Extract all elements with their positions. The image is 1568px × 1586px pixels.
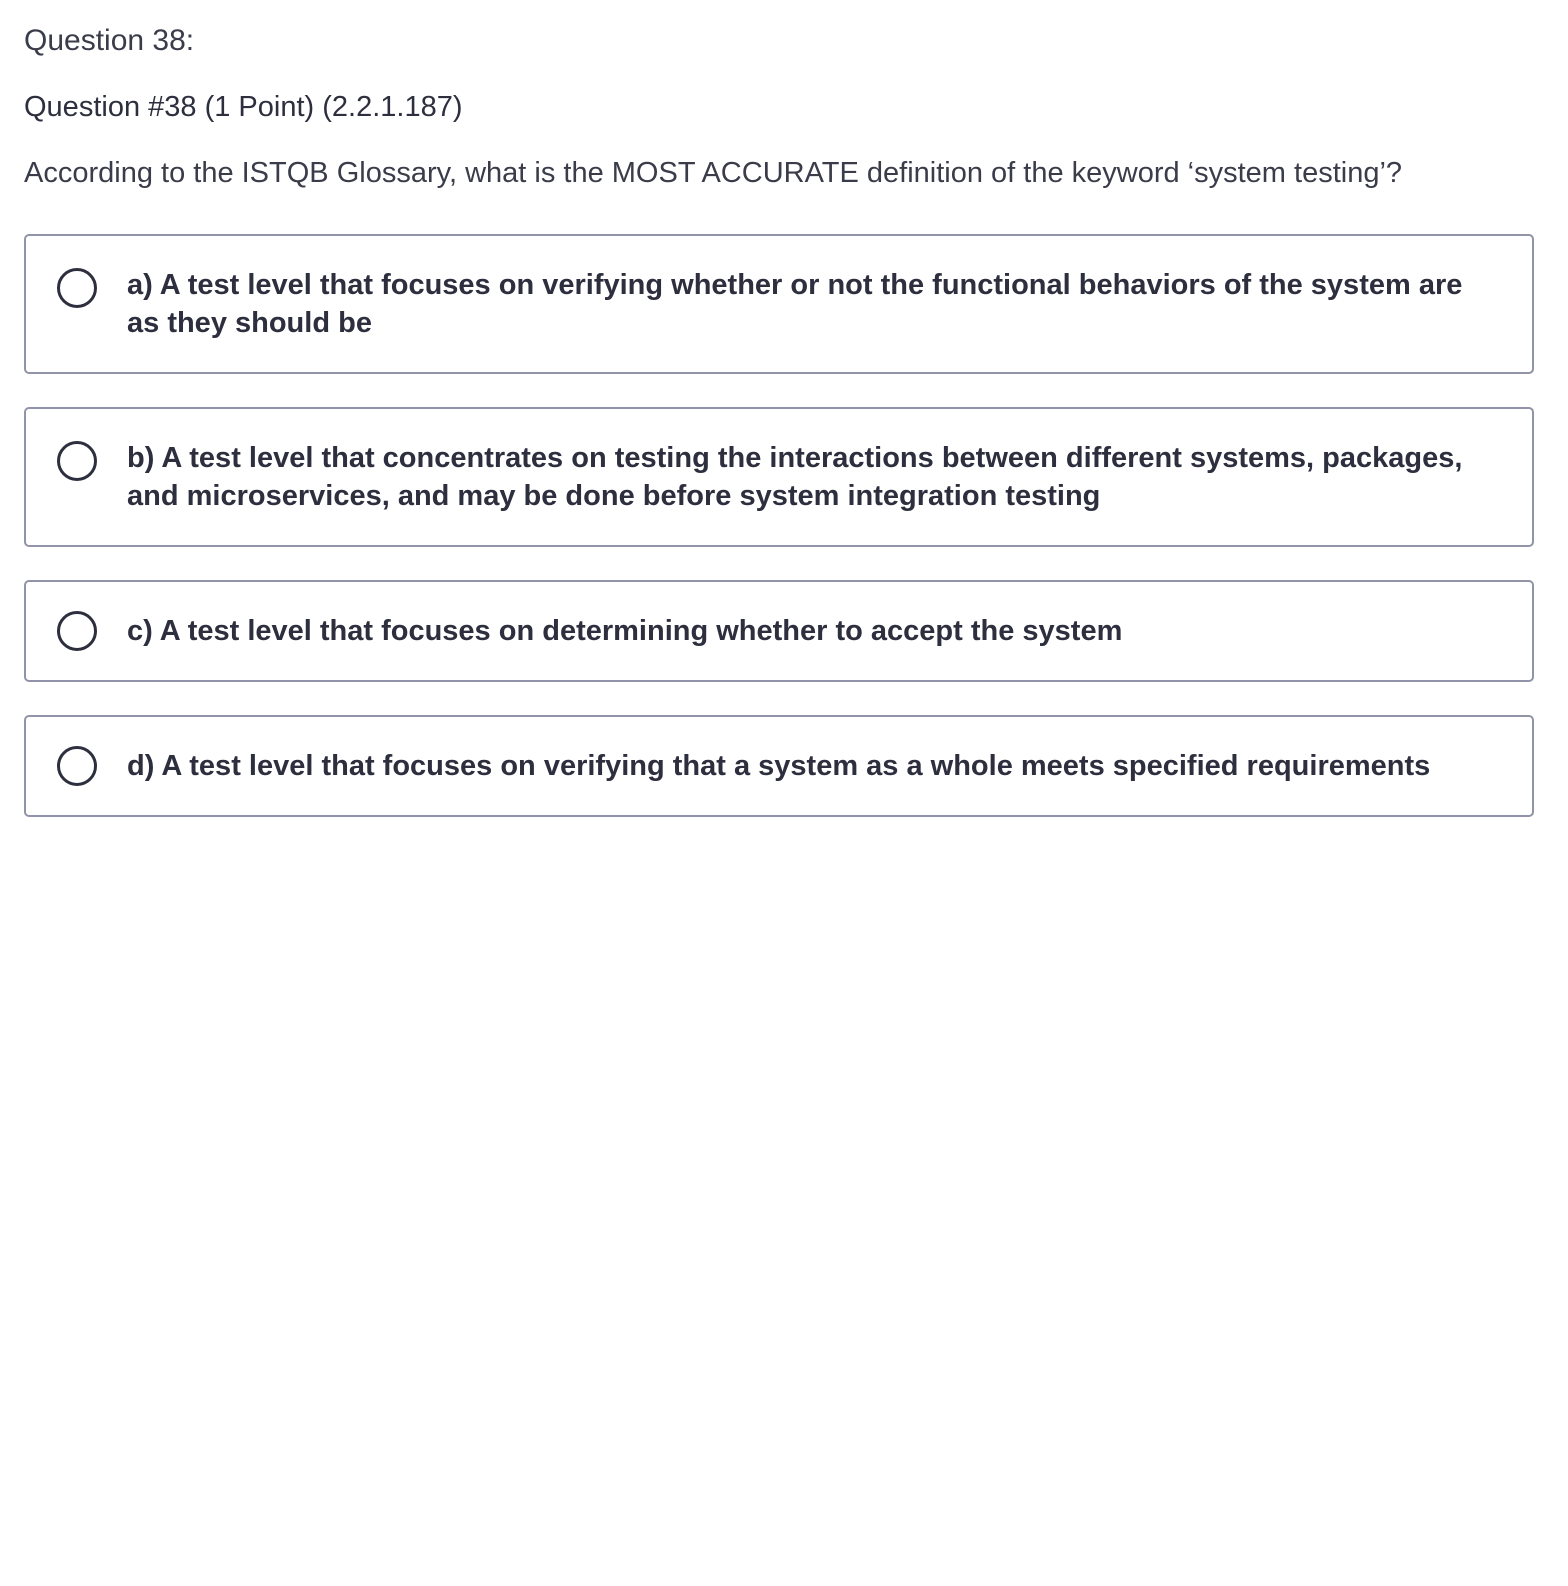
option-label: a) A test level that focuses on verifying whether or not the functional behaviors of the system are as they should be <box>127 269 1463 339</box>
option-label: b) A test level that concentrates on testing the interactions between different systems, packages, and microservices, and may be done before system integration testing <box>127 442 1463 512</box>
question-subtitle: Question #38 (1 Point) (2.2.1.187) <box>24 91 463 123</box>
question-title: Question 38: <box>24 24 195 57</box>
radio-unchecked-icon[interactable] <box>57 746 97 786</box>
option-label: c) A test level that focuses on determining whether to accept the system <box>127 615 1123 647</box>
answer-options <box>24 234 1534 850</box>
radio-unchecked-icon[interactable] <box>57 441 97 481</box>
option-label: d) A test level that focuses on verifying that a system as a whole meets specified requirements <box>127 750 1431 782</box>
radio-unchecked-icon[interactable] <box>57 611 97 651</box>
question-prompt: According to the ISTQB Glossary, what is the MOST ACCURATE definition of the keyword ‘system testing’? <box>24 157 1403 189</box>
option-c[interactable] <box>24 580 1534 682</box>
option-b[interactable] <box>24 407 1534 547</box>
option-d[interactable] <box>24 715 1534 817</box>
radio-unchecked-icon[interactable] <box>57 268 97 308</box>
option-a[interactable] <box>24 234 1534 374</box>
